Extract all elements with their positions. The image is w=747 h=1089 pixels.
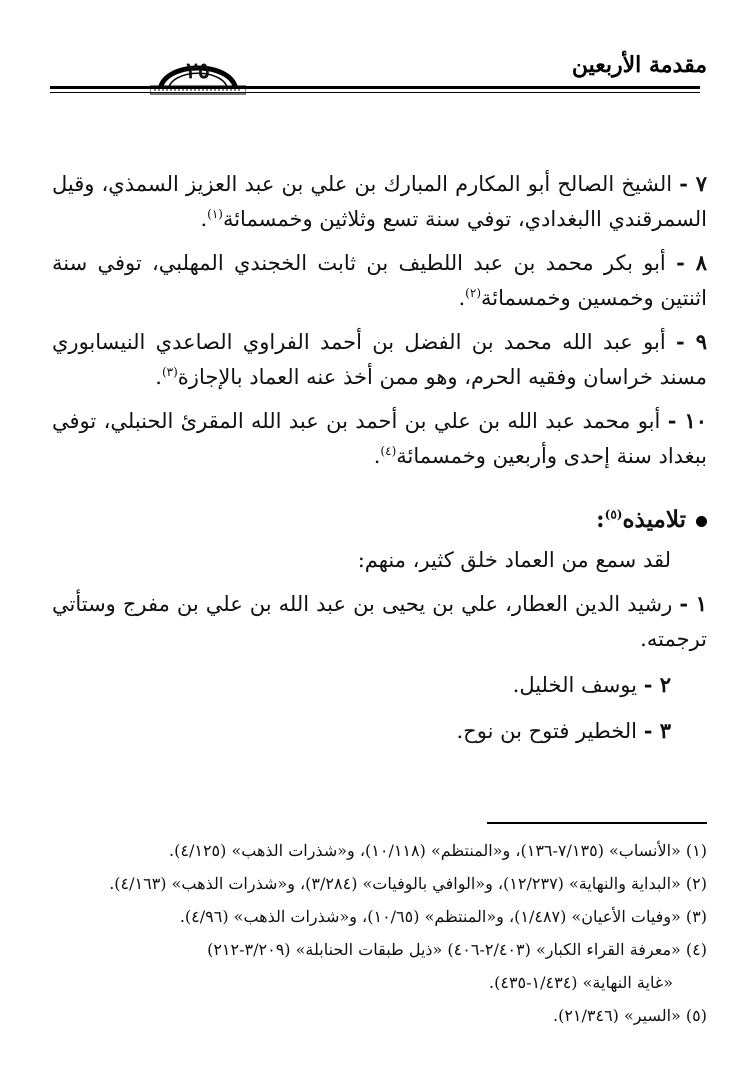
entry-text: أبو عبد الله محمد بن الفضل بن أحمد الفراوي الصاعدي النيسابوري مسند خراسان وفقيه الحرم، وهو ممن أخذ عنه العماد بالإجازة <box>52 330 707 389</box>
footnote-ref[interactable]: (٣) <box>161 365 178 379</box>
entry-number: ٨ - <box>676 250 708 275</box>
footnote-ref[interactable]: (١) <box>207 207 223 221</box>
entry-text: الشيخ الصالح أبو المكارم المبارك بن علي بن عبد العزيز السمذي، وقيل السمرقندي االبغدادي، توفي سنة تسع وثلاثين وخمسمائة <box>52 172 707 231</box>
footnote-ref[interactable]: (٤) <box>380 444 397 458</box>
running-title: مقدمة الأربعين <box>571 52 707 78</box>
item-text: الخطير فتوح بن نوح. <box>456 719 637 743</box>
footnote-2: (٢) «البداية والنهاية» (١٢/٢٣٧)، و«الوافي بالوفيات» (٣/٢٨٤)، و«شذرات الذهب» (٤/١٦٣). <box>109 874 707 893</box>
header-rule <box>50 86 700 89</box>
header-rule-thin <box>50 92 700 93</box>
footnote-1: (١) «الأنساب» (٧/١٣٥-١٣٦)، و«المنتظم» (١٠/١١٨)، و«شذرات الذهب» (٤/١٢٥). <box>169 841 707 860</box>
footnote-4: (٤) «معرفة القراء الكبار» (٢/٤٠٣-٤٠٦) «ذيل طبقات الحنابلة» (٣/٢٠٩-٢١٢) <box>207 940 707 959</box>
footnote-ref[interactable]: (٢) <box>465 286 481 300</box>
footnote-ref[interactable]: (٥) <box>604 507 623 522</box>
footnote-4-continued: «غاية النهاية» (١/٤٣٤-٤٣٥). <box>489 973 673 992</box>
item-number: ٣ - <box>643 718 671 743</box>
students-intro: لقد سمع من العماد خلق كثير، منهم: <box>357 548 671 572</box>
entry-end: . <box>458 286 466 310</box>
entry-end: . <box>155 365 162 389</box>
footnote-separator <box>487 822 707 824</box>
entry-end: . <box>200 207 208 231</box>
students-heading-text: تلاميذه <box>622 506 686 533</box>
main-text <box>52 166 707 759</box>
entry-end: . <box>373 444 381 468</box>
item-text: رشيد الدين العطار، علي بن يحيى بن عبد الله بن علي بن مفرج وستأتي ترجمته. <box>52 592 707 651</box>
entry-10 <box>52 403 707 474</box>
entry-text: أبو محمد عبد الله بن علي بن أحمد بن عبد الله المقرئ الحنبلي، توفي ببغداد سنة إحدى وأربعين وخمسمائة <box>52 409 707 468</box>
footnote-3: (٣) «وفيات الأعيان» (١/٤٨٧)، و«المنتظم» (١٠/٦٥)، و«شذرات الذهب» (٤/٩٦). <box>179 907 707 926</box>
bullet-icon <box>696 516 707 527</box>
entry-8 <box>52 245 707 316</box>
item-number: ١ - <box>679 591 707 616</box>
student-item-2 <box>52 667 707 703</box>
footnotes <box>47 834 707 1032</box>
entry-text: أبو بكر محمد بن عبد اللطيف بن ثابت الخجندي المهلبي، توفي سنة اثنتين وخمسين وخمسمائة <box>52 251 707 310</box>
page-number: ٢٥ <box>186 58 210 84</box>
students-heading <box>52 502 707 537</box>
entry-number: ٧ - <box>679 171 707 196</box>
heading-colon: : <box>596 506 605 533</box>
entry-7 <box>52 166 707 237</box>
student-item-3 <box>52 713 707 749</box>
footnote-5: (٥) «السير» (٢١/٣٤٦). <box>552 1006 707 1025</box>
item-text: يوسف الخليل. <box>512 673 637 697</box>
student-item-1 <box>52 586 707 657</box>
item-number: ٢ - <box>643 672 671 697</box>
entry-number: ٩ - <box>676 329 707 354</box>
entry-9 <box>52 324 707 395</box>
page-header <box>0 0 747 110</box>
entry-number: ١٠ - <box>667 408 707 433</box>
